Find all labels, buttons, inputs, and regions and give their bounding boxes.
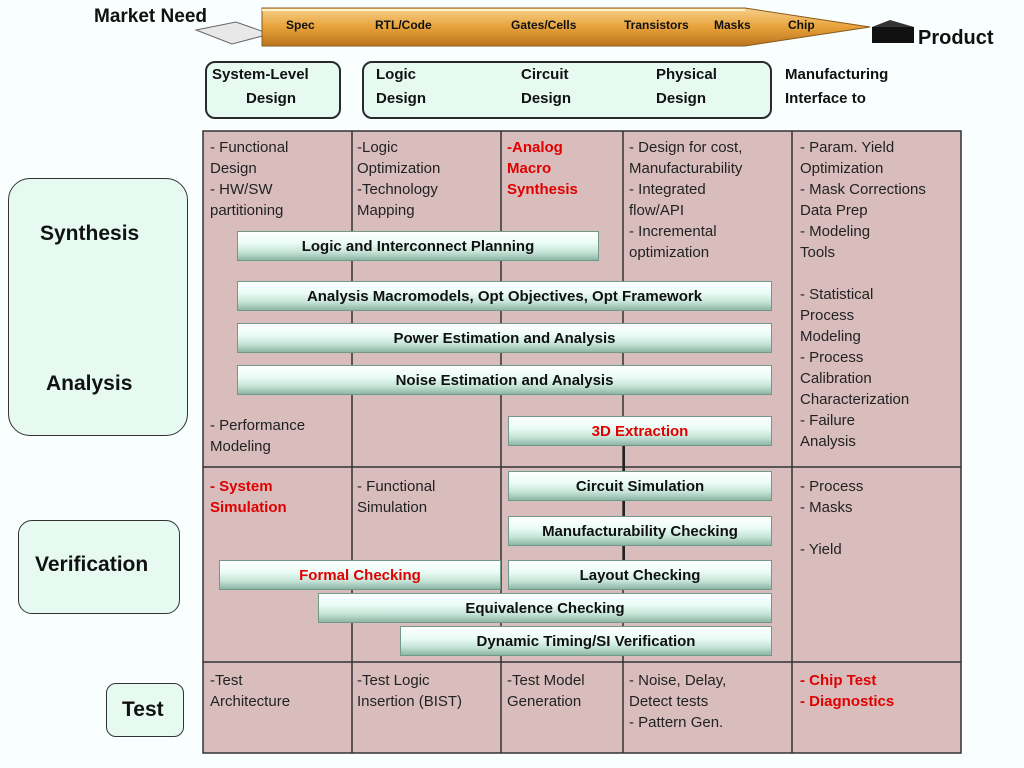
bar-manufacturability-checking: Manufacturability Checking — [508, 516, 772, 546]
cell-functional-simulation: - Functional Simulation — [357, 478, 436, 516]
row-label-verification: Verification — [35, 553, 149, 576]
bar-logic-interconnect-planning: Logic and Interconnect Planning — [237, 231, 599, 261]
cell-functional-design: - Functional Design - HW/SW partitioning — [210, 139, 289, 219]
stage-circuit-line2: Design — [521, 90, 572, 107]
cell-statistical-process: - Statistical Process Modeling - Process Calibration Characterization - Failure Analysis — [800, 286, 910, 450]
cell-param-yield: - Param. Yield Optimization - Mask Corrections Data Prep - Modeling Tools — [800, 139, 926, 261]
cell-performance-modeling: - Performance Modeling — [210, 417, 306, 455]
arrow-label-transistors: Transistors — [624, 18, 689, 32]
cell-noise-delay-tests: - Noise, Delay, Detect tests - Pattern Gen. — [629, 672, 727, 731]
cell-chip-test-diagnostics: - Chip Test - Diagnostics — [800, 672, 895, 710]
arrow-label-gates: Gates/Cells — [511, 18, 577, 32]
bar-power-estimation: Power Estimation and Analysis — [237, 323, 772, 353]
stage-physical-line1: Physical — [656, 66, 717, 83]
bar-noise-estimation: Noise Estimation and Analysis — [237, 365, 772, 395]
cell-test-model-generation: -Test Model Generation — [507, 672, 585, 710]
stage-system-level-line1: System-Level — [212, 66, 309, 83]
cell-design-for-cost: - Design for cost, Manufacturability - Integrated flow/API - Incremental optimization — [629, 139, 743, 261]
circuit-connector-line — [623, 446, 625, 566]
cell-analog-macro-synthesis: -Analog Macro Synthesis — [507, 139, 578, 198]
arrow-label-rtl: RTL/Code — [375, 18, 432, 32]
stage-logic-line1: Logic — [376, 66, 416, 83]
arrow-label-masks: Masks — [714, 18, 751, 32]
stage-circuit-line1: Circuit — [521, 66, 569, 83]
cell-test-logic-insertion: -Test Logic Insertion (BIST) — [357, 672, 463, 710]
cell-system-simulation: - System Simulation — [210, 478, 287, 516]
stage-manufacturing-line1: Manufacturing — [785, 66, 889, 83]
row-label-synthesis: Synthesis — [40, 222, 140, 245]
cell-process-masks-yield: - Process - Masks - Yield — [800, 478, 864, 558]
arrow-label-spec: Spec — [286, 18, 315, 32]
bar-circuit-simulation: Circuit Simulation — [508, 471, 772, 501]
bar-dynamic-timing-si: Dynamic Timing/SI Verification — [400, 626, 772, 656]
stage-physical-line2: Design — [656, 90, 707, 107]
stage-logic-line2: Design — [376, 90, 427, 107]
bar-analysis-macromodels: Analysis Macromodels, Opt Objectives, Opt Framework — [237, 281, 772, 311]
row-label-analysis: Analysis — [46, 372, 133, 395]
cell-logic-optimization: -Logic Optimization -Technology Mapping — [357, 139, 441, 219]
product-label: Product — [918, 27, 994, 49]
stage-system-level-line2: Design — [246, 90, 297, 107]
bar-3d-extraction: 3D Extraction — [508, 416, 772, 446]
row-label-test: Test — [122, 698, 164, 721]
bar-layout-checking: Layout Checking — [508, 560, 772, 590]
bar-equivalence-checking: Equivalence Checking — [318, 593, 772, 623]
cell-test-architecture: -Test Architecture — [210, 672, 291, 710]
market-need-label: Market Need — [94, 6, 207, 27]
bar-formal-checking: Formal Checking — [219, 560, 501, 590]
arrow-label-chip: Chip — [788, 18, 815, 32]
stage-manufacturing-line2: Interface to — [785, 90, 866, 107]
